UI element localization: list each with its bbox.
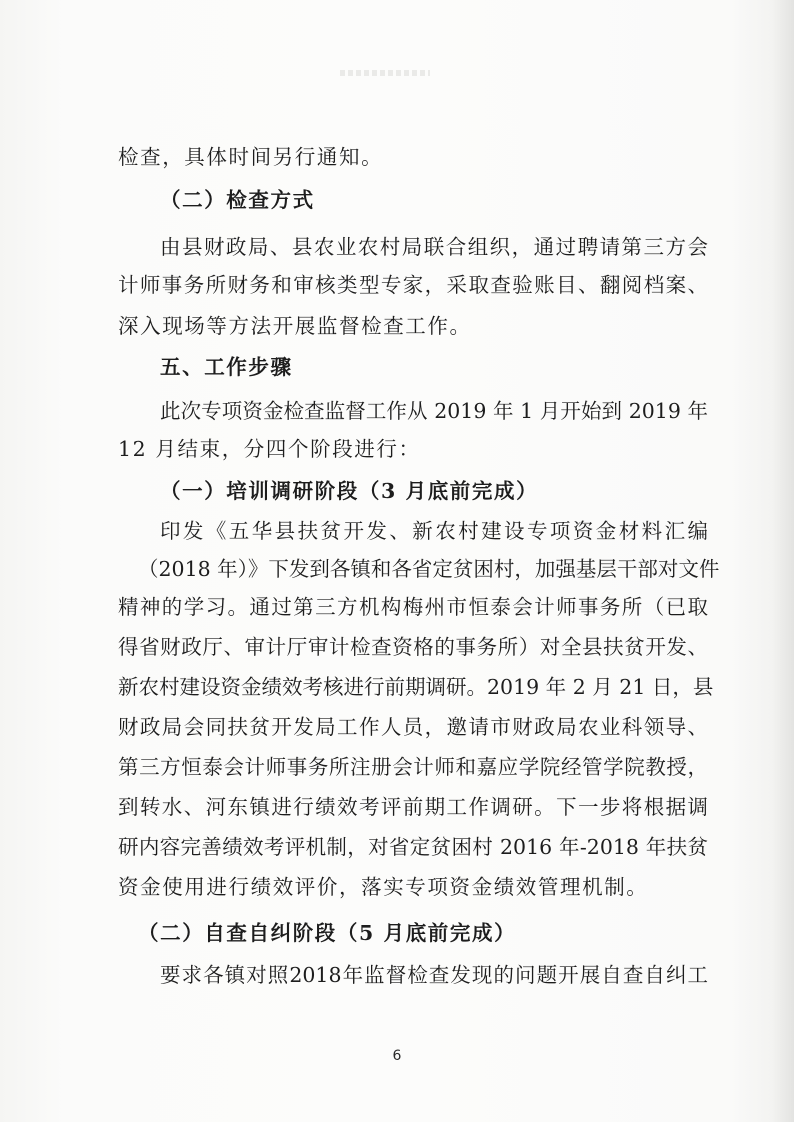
text-line: （2018 年）》下发到各镇和各省定贫困村，加强基层干部对文件 bbox=[138, 557, 720, 581]
text-line: 此次专项资金检查监督工作从 2019 年 1 月开始到 2019 年 bbox=[160, 399, 708, 423]
text-line: 新农村建设资金绩效考核进行前期调研。2019 年 2 月 21 日，县 bbox=[118, 675, 714, 699]
text-line: 印发《五华县扶贫开发、新农村建设专项资金材料汇编 bbox=[160, 519, 708, 543]
text-line: 要求各镇对照2018年监督检查发现的问题开展自查自纠工 bbox=[160, 963, 708, 987]
section-heading: （一）培训调研阶段（3 月底前完成） bbox=[160, 479, 539, 503]
section-heading: （二）自查自纠阶段（5 月底前完成） bbox=[138, 921, 517, 945]
page-edge-shadow bbox=[772, 0, 794, 1122]
chapter-heading: 五、工作步骤 bbox=[160, 355, 293, 379]
text-line: 精神的学习。通过第三方机构梅州市恒泰会计师事务所（已取 bbox=[118, 595, 708, 619]
text-line: 财政局会同扶贫开发局工作人员，邀请市财政局农业科领导、 bbox=[118, 715, 708, 739]
text-line: 到转水、河东镇进行绩效考评前期工作调研。下一步将根据调 bbox=[118, 795, 708, 819]
text-line: 深入现场等方法开展监督检查工作。 bbox=[118, 314, 472, 338]
text-line: 检查，具体时间另行通知。 bbox=[118, 145, 384, 169]
text-line: 由县财政局、县农业农村局联合组织，通过聘请第三方会 bbox=[160, 235, 708, 259]
text-line: 研内容完善绩效考评机制，对省定贫困村 2016 年-2018 年扶贫 bbox=[118, 835, 708, 859]
text-line: 得省财政厅、审计厅审计检查资格的事务所）对全县扶贫开发、 bbox=[118, 635, 708, 659]
section-heading: （二）检查方式 bbox=[160, 188, 315, 212]
text-line: 12 月结束，分四个阶段进行： bbox=[118, 437, 421, 461]
faint-header-mark bbox=[340, 70, 430, 76]
text-line: 计师事务所财务和审核类型专家，采取查验账目、翻阅档案、 bbox=[118, 273, 708, 297]
text-line: 第三方恒泰会计师事务所注册会计师和嘉应学院经管学院教授， bbox=[118, 755, 708, 779]
text-line: 资金使用进行绩效评价，落实专项资金绩效管理机制。 bbox=[118, 875, 649, 899]
page-number: 6 bbox=[392, 1048, 402, 1064]
